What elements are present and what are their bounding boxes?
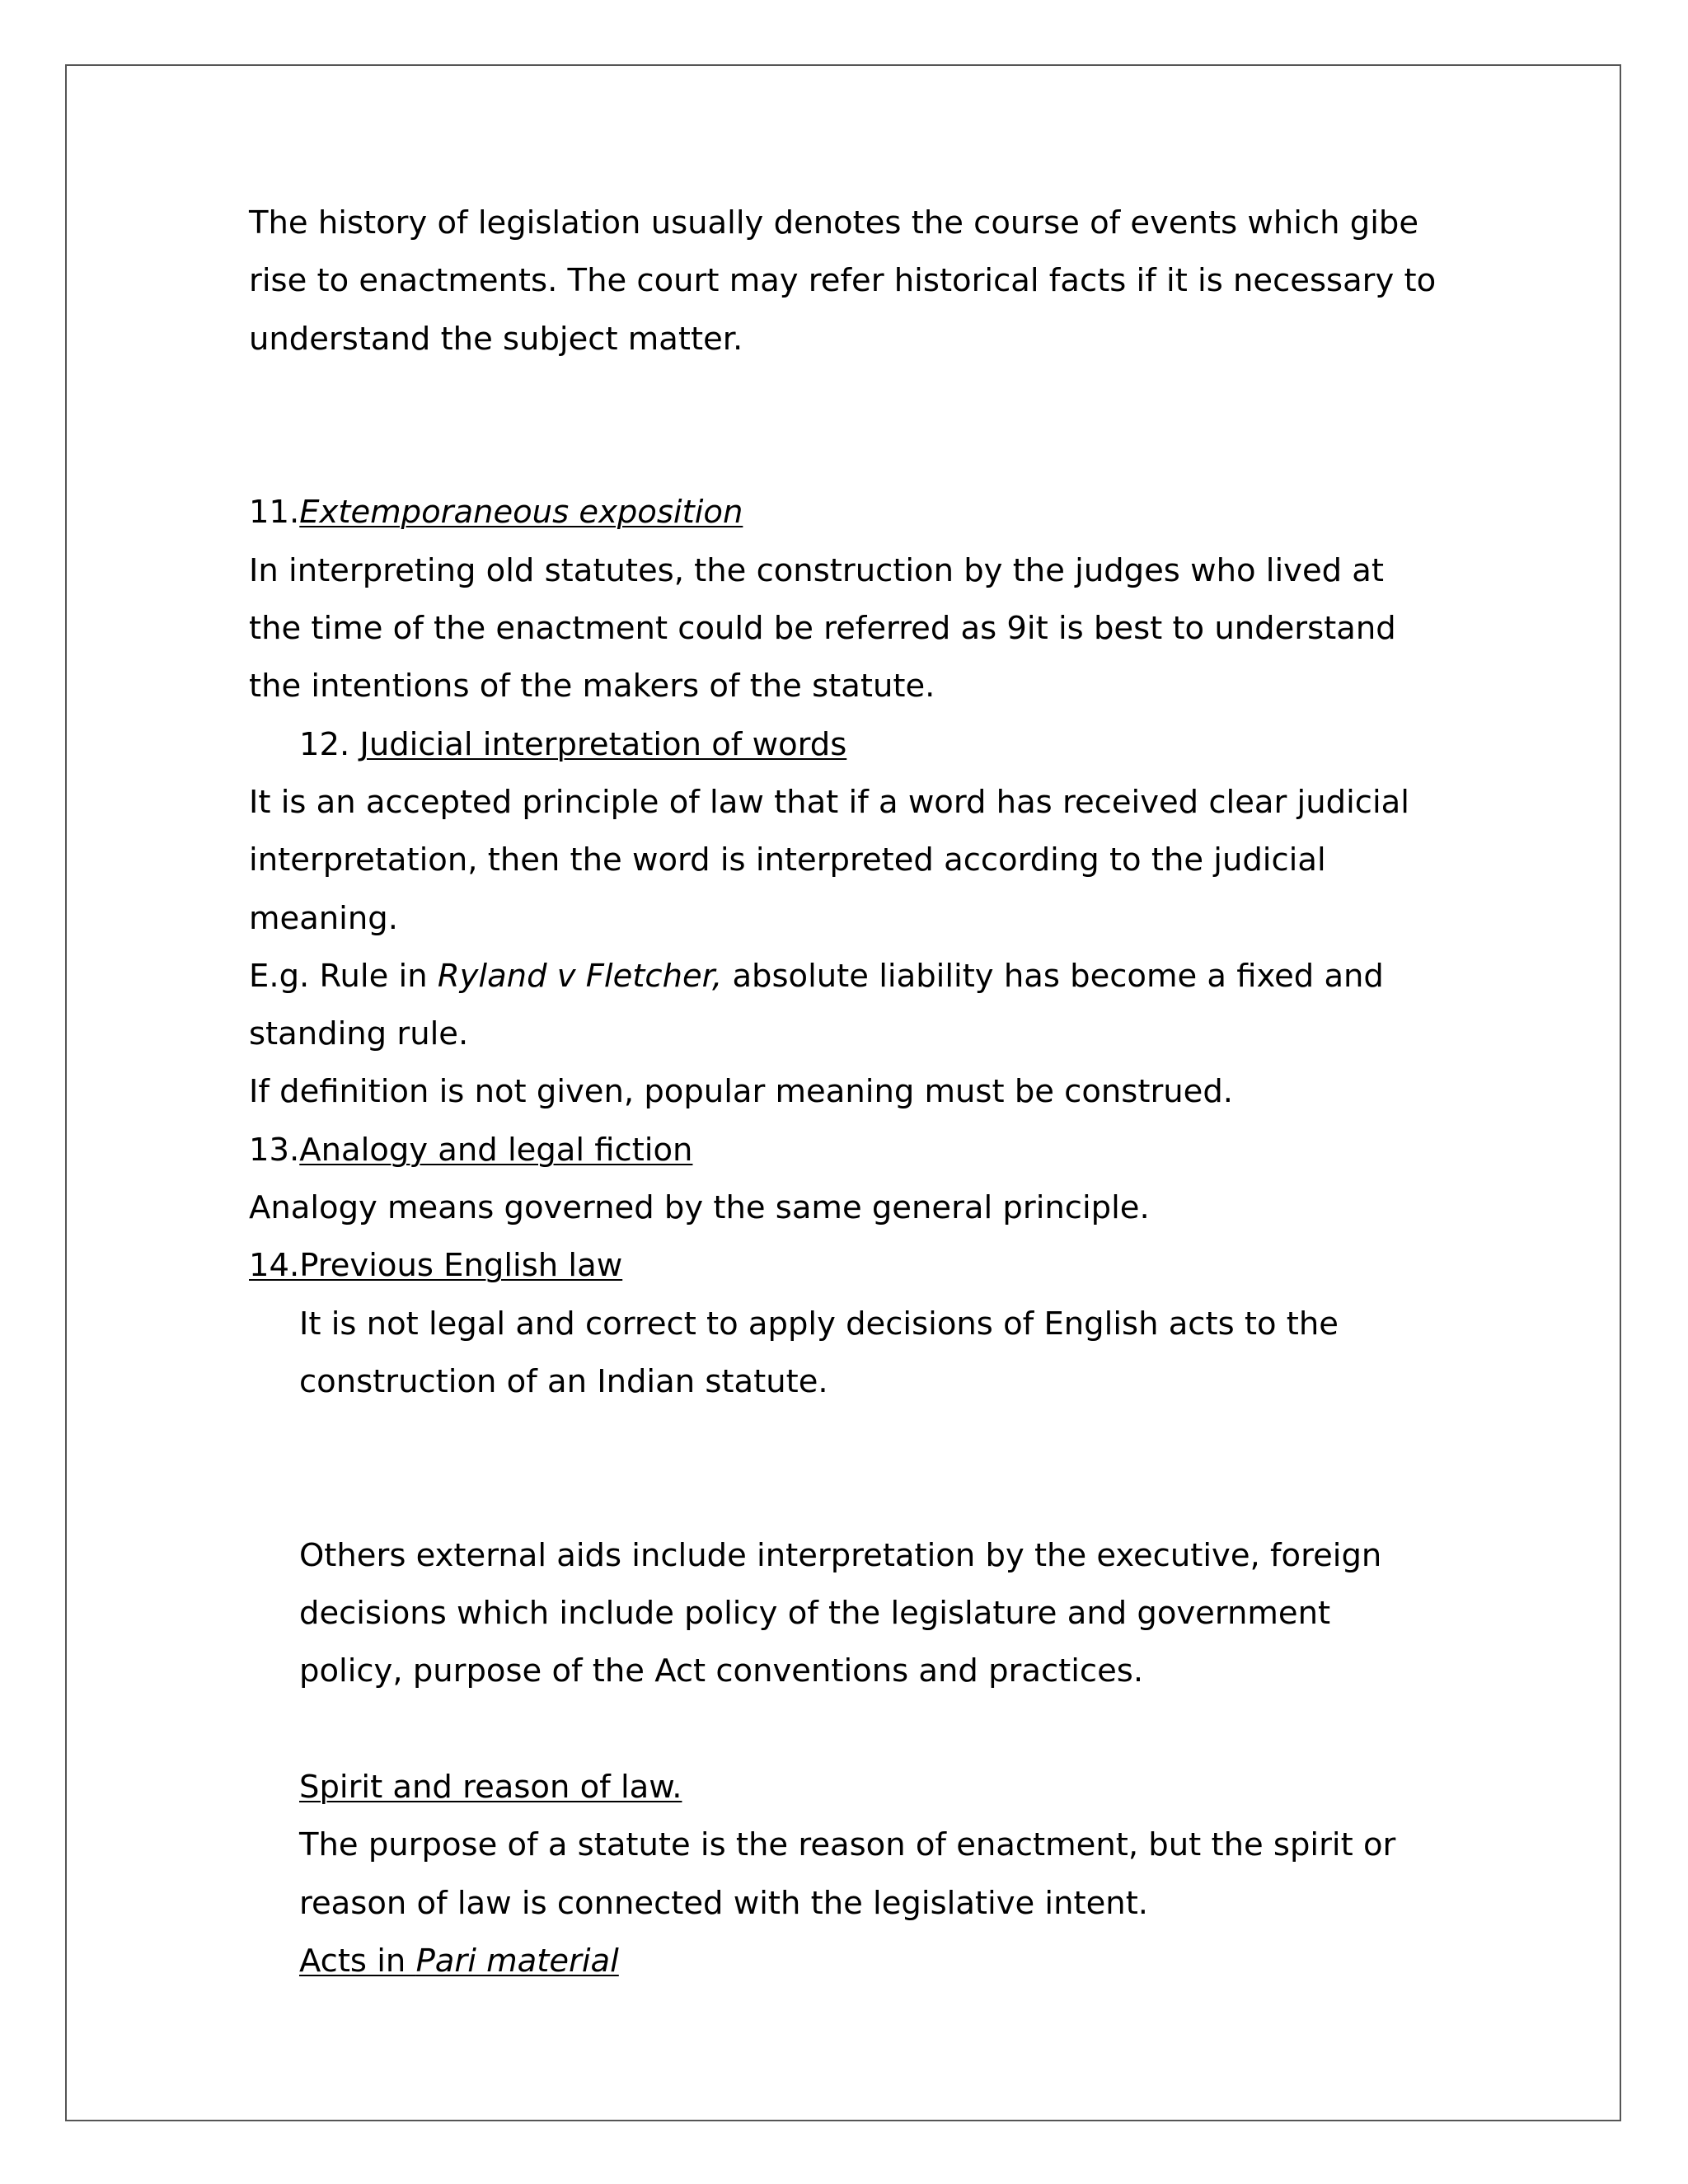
heading-acts [249,1933,1441,1990]
paragraph-12: It is an accepted principle of law that if a word has received clear judicial interpretation, then the word is interpreted according to the judicial meaning. [249,783,1409,937]
history-paragraph: The history of legislation usually denotes the course of events which gibe rise to enactments. The court may refer historical facts if it is necessary to understand the subject matter. [249,204,1437,358]
paragraph-14: It is not legal and correct to apply decisions of English acts to the construction of an Indian statute. [299,1305,1339,1400]
heading-spirit [249,1759,1441,1816]
heading-acts-italic: Pari material [415,1942,619,1980]
definition-paragraph: If definition is not given, popular meaning must be construed. [249,1073,1234,1111]
heading-12 [249,716,1441,774]
heading-13-number: 13. [249,1131,300,1169]
example-prefix: E.g. Rule in [249,957,438,995]
heading-acts-prefix: Acts in [299,1942,416,1980]
spacer [249,368,1441,485]
heading-spirit-title: Spirit and reason of law. [299,1769,682,1807]
heading-12-title: Judicial interpretation of words [359,725,847,763]
document-body [249,194,1441,1990]
spacer [249,1411,1441,1527]
heading-14 [249,1237,1441,1295]
heading-13 [249,1122,1441,1179]
heading-11 [249,484,1441,541]
heading-13-title: Analogy and legal fiction [299,1131,693,1169]
example-paragraph [249,948,1441,1064]
heading-11-number: 11. [249,494,300,532]
spacer [249,1701,1441,1759]
paragraph-13: Analogy means governed by the same general principle. [249,1189,1150,1227]
heading-11-title: Extemporaneous exposition [299,494,743,532]
others-paragraph: Others external aids include interpretation by the executive, foreign decisions which include policy of the legislature and government policy, purpose of the Act conventions and practices. [299,1536,1382,1690]
heading-14-title: 14.Previous English law [249,1247,623,1285]
example-case-name: Ryland v Fletcher, [437,957,723,995]
heading-12-number: 12. [299,725,360,763]
paragraph-11: In interpreting old statutes, the construction by the judges who lived at the time of the enactment could be referred as 9it is best to understand the intentions of the makers of the statute. [249,551,1396,705]
example-suffix: absolute liability has become a fixed and standing rule. [249,957,1384,1053]
spirit-paragraph: The purpose of a statute is the reason of enactment, but the spirit or reason of law is connected with the legislative intent. [299,1826,1396,1922]
